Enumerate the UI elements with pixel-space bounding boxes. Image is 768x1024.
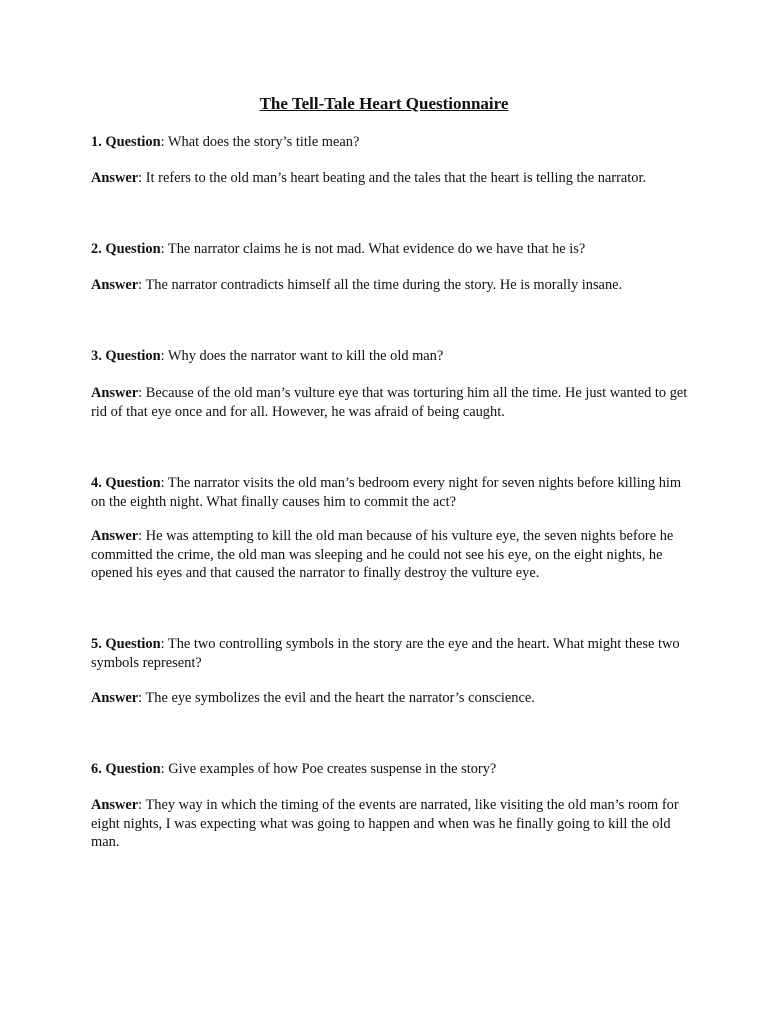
answer-1 — [91, 169, 691, 188]
question-2 — [91, 240, 691, 259]
question-number: 1. — [91, 134, 102, 150]
question-number: 3. — [91, 348, 102, 364]
answer-text: : They way in which the timing of the events are narrated, like visiting the old man’s room for eight nights, I was expecting what was going to happen and when was he finally going to kill the old man. — [91, 797, 679, 850]
answer-2 — [91, 276, 691, 295]
answer-label: Answer — [91, 385, 139, 401]
document-title: The Tell-Tale Heart Questionnaire — [259, 94, 509, 113]
question-label: Question — [105, 636, 161, 652]
answer-6 — [91, 796, 691, 852]
question-text: : What does the story’s title mean? — [160, 134, 360, 150]
answer-label: Answer — [91, 797, 139, 813]
answer-3 — [91, 384, 691, 421]
question-text: : The narrator claims he is not mad. What evidence do we have that he is? — [160, 241, 586, 257]
question-number: 4. — [91, 475, 102, 491]
answer-label: Answer — [91, 170, 139, 186]
answer-label: Answer — [91, 528, 139, 544]
answer-label: Answer — [91, 277, 139, 293]
question-label: Question — [105, 241, 161, 257]
question-label: Question — [105, 761, 161, 777]
answer-5 — [91, 689, 691, 708]
question-6 — [91, 760, 691, 779]
question-text: : Give examples of how Poe creates suspense in the story? — [160, 761, 497, 777]
question-number: 2. — [91, 241, 102, 257]
question-1 — [91, 133, 691, 152]
answer-label: Answer — [91, 690, 139, 706]
question-5 — [91, 635, 691, 672]
question-3 — [91, 347, 691, 366]
question-label: Question — [105, 134, 161, 150]
question-text: : The narrator visits the old man’s bedroom every night for seven nights before killing him on the eighth night. What finally causes him to commit the act? — [91, 475, 682, 510]
question-label: Question — [105, 348, 161, 364]
question-4 — [91, 474, 691, 511]
question-number: 5. — [91, 636, 102, 652]
answer-text: : The eye symbolizes the evil and the heart the narrator’s conscience. — [138, 690, 535, 706]
answer-text: : Because of the old man’s vulture eye that was torturing him all the time. He just wanted to get rid of that eye once and for all. However, he was afraid of being caught. — [91, 385, 688, 420]
answer-4 — [91, 527, 691, 583]
question-text: : Why does the narrator want to kill the old man? — [160, 348, 444, 364]
answer-text: : It refers to the old man’s heart beating and the tales that the heart is telling the narrator. — [138, 170, 647, 186]
answer-text: : The narrator contradicts himself all the time during the story. He is morally insane. — [138, 277, 623, 293]
question-number: 6. — [91, 761, 102, 777]
question-label: Question — [105, 475, 161, 491]
question-text: : The two controlling symbols in the story are the eye and the heart. What might these two symbols represent? — [91, 636, 680, 671]
answer-text: : He was attempting to kill the old man because of his vulture eye, the seven nights before he committed the crime, the old man was sleeping and he could not see his eye, on the eight nights, he opened his eyes and that caused the narrator to finally destroy the vulture eye. — [91, 528, 674, 581]
